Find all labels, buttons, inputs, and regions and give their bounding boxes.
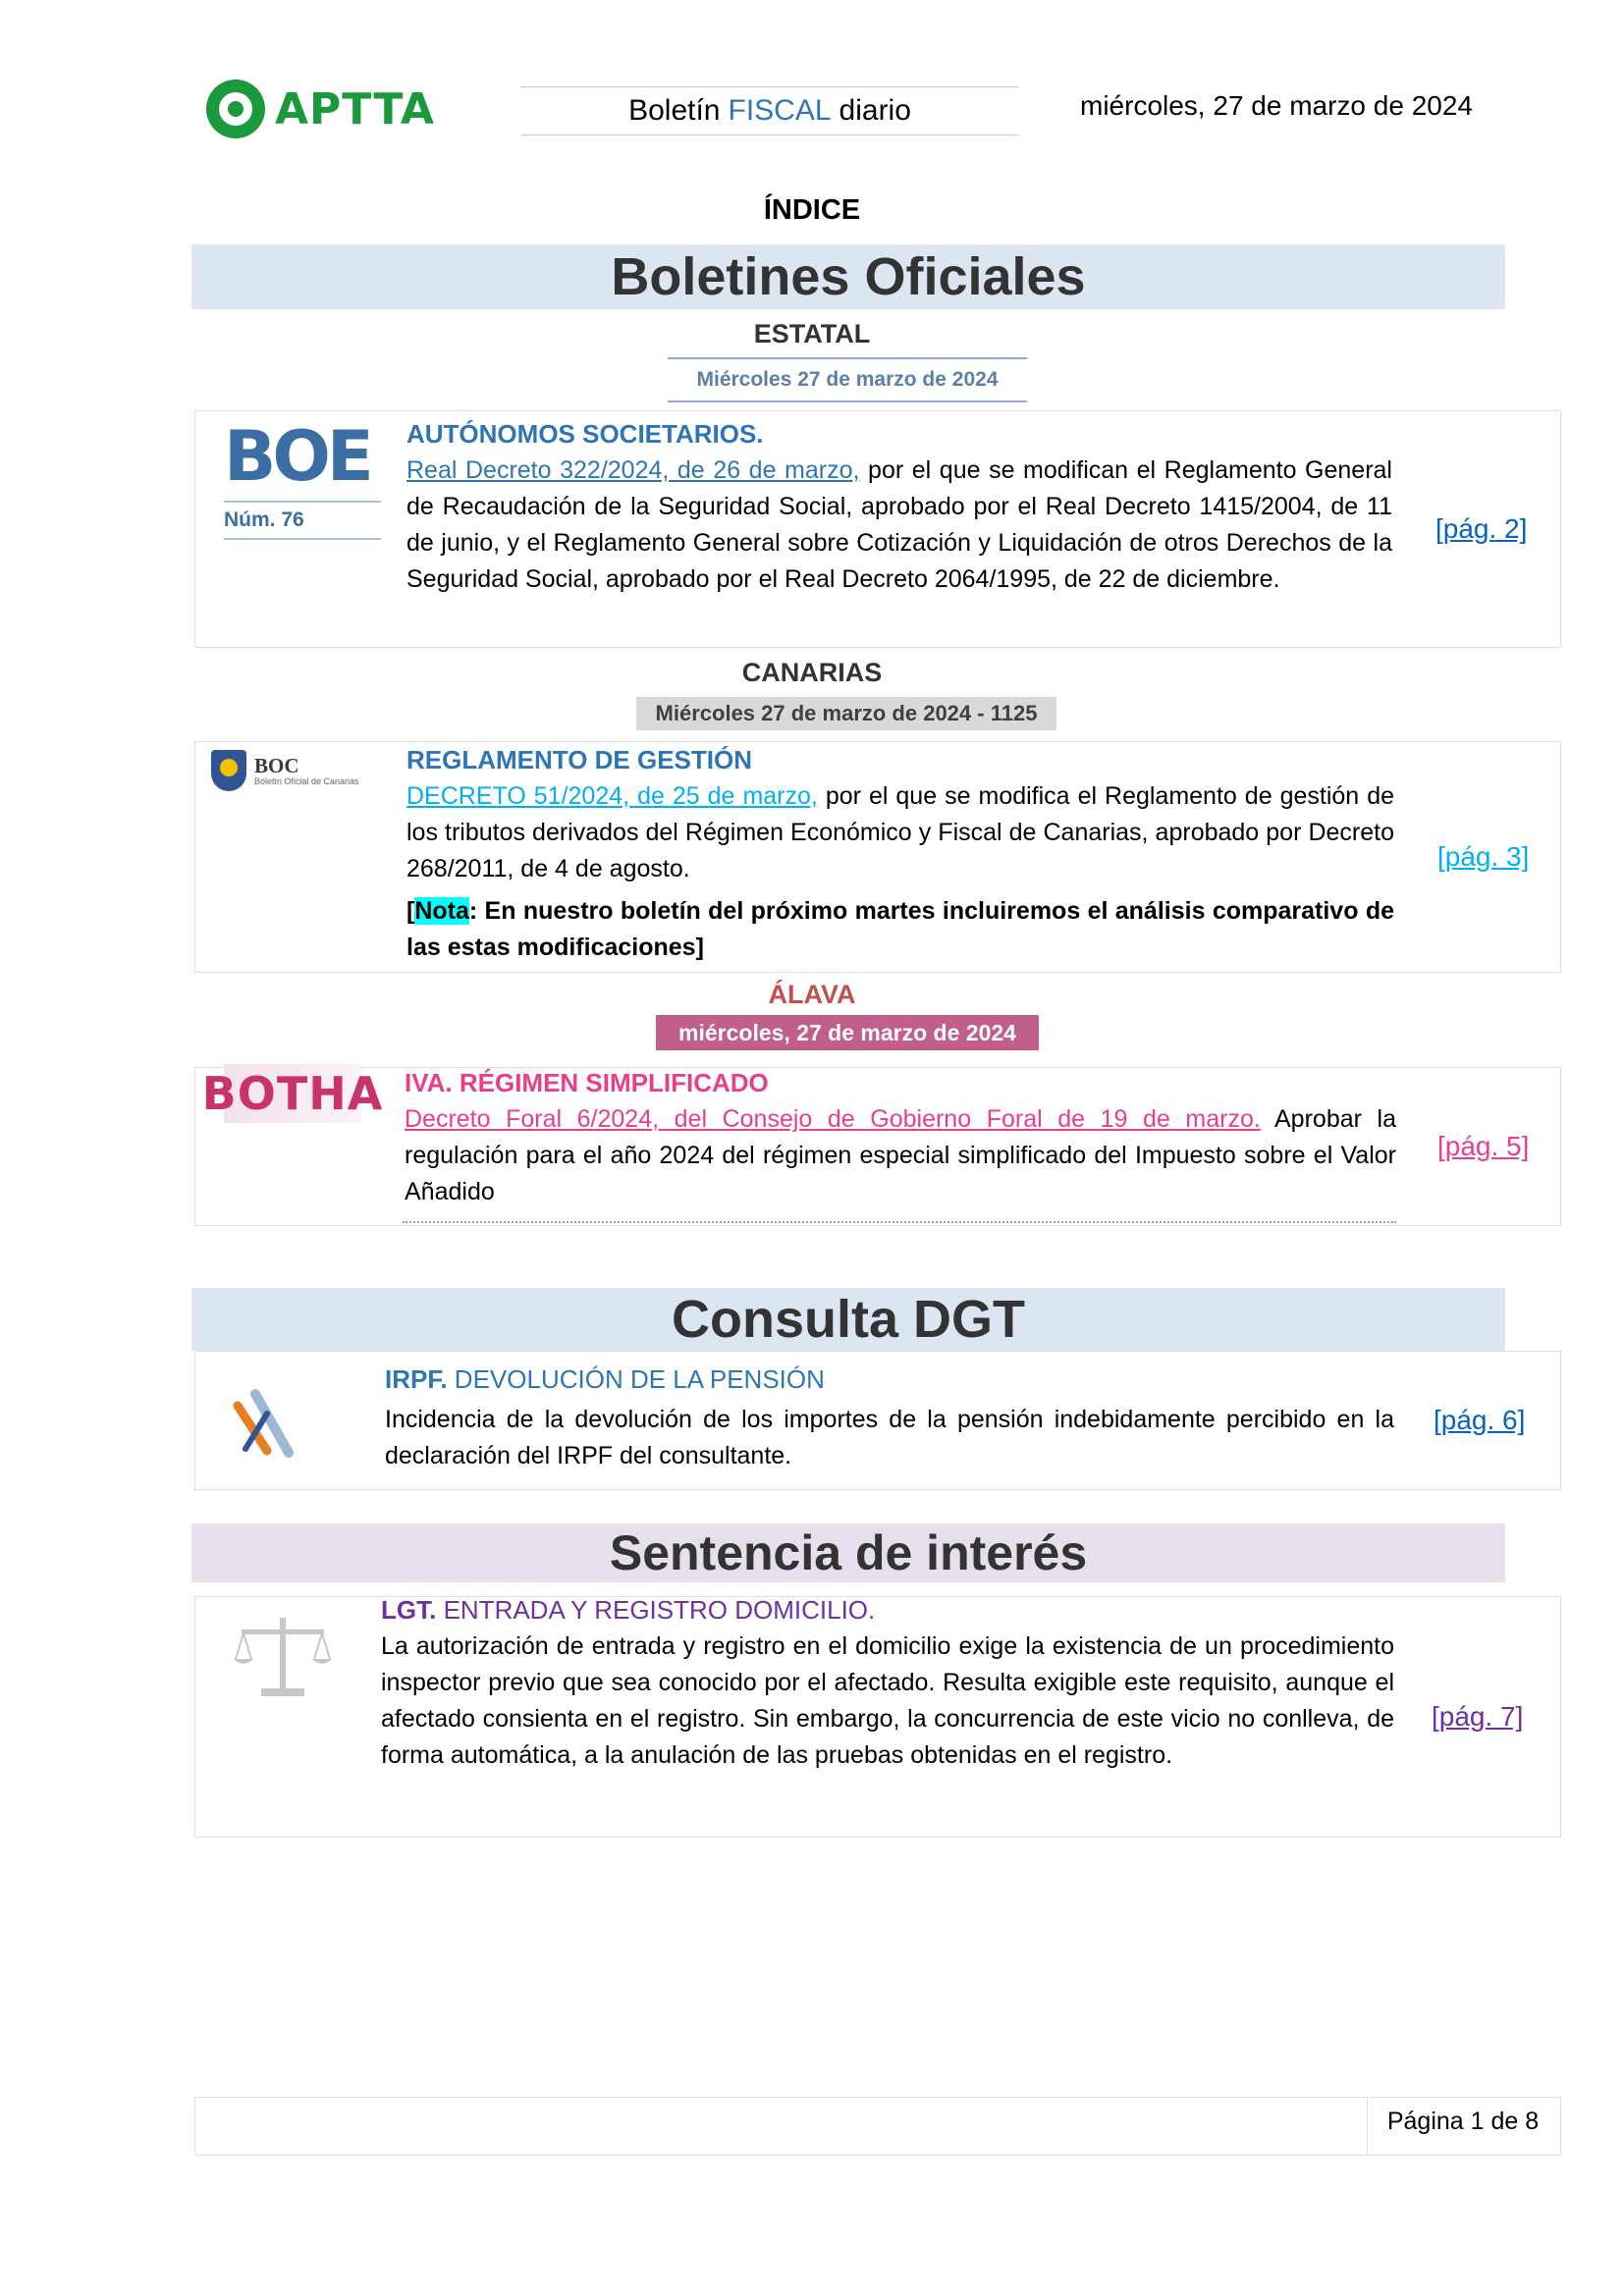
justice-scale-icon xyxy=(234,1610,332,1704)
section-consulta-dgt xyxy=(191,1288,1505,1351)
bulletin-fiscal: FISCAL xyxy=(728,94,832,127)
aeat-icon xyxy=(224,1384,302,1461)
entry-alava xyxy=(405,1065,1396,1210)
index-title: ÍNDICE xyxy=(763,194,861,226)
entry-body: La autorización de entrada y registro en el domicilio exige la existencia de un procedimiento inspector previo que sea conocido por el afectado. Resulta exigible este requisito, aunque el afectado consienta en el registro. Sin embargo, la concurrencia de este vicio no conlleva, de forma automática, a la anulación de las pruebas obtenidas en el registro. xyxy=(381,1632,1394,1769)
boe-letters: BOE xyxy=(224,416,370,497)
aptta-emblem-icon xyxy=(206,80,265,138)
entry-consulta xyxy=(385,1362,1394,1474)
entry-title: REGLAMENTO DE GESTIÓN xyxy=(406,745,752,774)
page-link-3[interactable]: [pág. 3] xyxy=(1437,841,1530,872)
decree-link[interactable]: DECRETO 51/2024, de 25 de marzo, xyxy=(406,782,818,810)
entry-title: IVA. RÉGIMEN SIMPLIFICADO xyxy=(405,1068,769,1097)
title-law: LGT. xyxy=(381,1595,437,1625)
entry-title: AUTÓNOMOS SOCIETARIOS. xyxy=(406,419,764,449)
region-canarias: CANARIAS xyxy=(741,658,883,687)
section-heading: Sentencia de interés xyxy=(609,1525,1088,1580)
page-number: Página 1 de 8 xyxy=(1386,2107,1540,2135)
entry-body: por el que se modifican el Reglamento General de Recaudación de la Seguridad Social, aprobado por el Real Decreto 1415/2004, de 11 de junio, y el Reglamento General sobre Cotización y Liquidación de otros Derechos de la Seguridad Social, aprobado por el Real Decreto 2064/1995, de 22 de diciembre. xyxy=(406,456,1392,593)
page-link-5[interactable]: [pág. 5] xyxy=(1437,1131,1530,1161)
bulletin-suffix: diario xyxy=(839,94,911,127)
footer-box xyxy=(194,2097,1561,2156)
decree-link[interactable]: Decreto Foral 6/2024, del Consejo de Gobierno Foral de 19 de marzo. xyxy=(405,1105,1261,1133)
entry-body: Aprobar la regulación para el año 2024 del régimen especial simplificado del Impuesto sobre el Valor Añadido xyxy=(405,1105,1396,1205)
title-subject: ENTRADA Y REGISTRO DOMICILIO. xyxy=(436,1595,876,1625)
region-alava: ÁLAVA xyxy=(768,980,856,1009)
region-estatal: ESTATAL xyxy=(753,319,871,348)
canarias-shield-icon xyxy=(211,750,246,791)
dotted-divider xyxy=(403,1221,1396,1223)
note-text: : En nuestro boletín del próximo martes incluiremos el análisis comparativo de las estas modificaciones] xyxy=(406,897,1394,961)
entry-body: por el que se modifica el Reglamento de gestión de los tributos derivados del Régimen Económico y Fiscal de Canarias, aprobado por Decreto 268/2011, de 4 de agosto. xyxy=(406,782,1395,882)
page-link-2[interactable]: [pág. 2] xyxy=(1435,513,1528,544)
section-sentencia xyxy=(191,1523,1505,1582)
entry-canarias xyxy=(406,742,1394,966)
entry-body: Incidencia de la devolución de los importes de la pensión indebidamente percibido en la declaración del IRPF del consultante. xyxy=(385,1406,1394,1469)
boe-number: Núm. 76 xyxy=(224,501,381,540)
boe-logo xyxy=(224,416,381,550)
entry-estatal xyxy=(406,416,1392,598)
boc-logo xyxy=(211,746,380,795)
decree-link[interactable]: Real Decreto 322/2024, de 26 de marzo, xyxy=(406,456,860,484)
note-bracket: [ xyxy=(406,897,415,925)
bulletin-prefix: Boletín xyxy=(628,94,721,127)
page-link-7[interactable]: [pág. 7] xyxy=(1432,1701,1524,1732)
botha-logo: BOTHA xyxy=(224,1064,361,1123)
section-boletines-oficiales xyxy=(191,244,1505,309)
aptta-logo xyxy=(206,79,460,139)
entry-sentencia xyxy=(381,1592,1394,1774)
title-subject: DEVOLUCIÓN DE LA PENSIÓN xyxy=(447,1364,825,1394)
note-label: Nota xyxy=(414,897,469,925)
section-heading: Boletines Oficiales xyxy=(611,247,1086,306)
entry-title xyxy=(381,1592,1394,1629)
logo-text: APTTA xyxy=(275,83,435,134)
entry-title xyxy=(385,1362,1394,1398)
entry-note xyxy=(406,893,1394,966)
boc-letters: BOC xyxy=(254,754,299,777)
date-estatal: Miércoles 27 de marzo de 2024 xyxy=(668,357,1027,402)
title-tax: IRPF. xyxy=(385,1364,448,1394)
header-date: miércoles, 27 de marzo de 2024 xyxy=(1080,90,1473,121)
date-canarias: Miércoles 27 de marzo de 2024 - 1125 xyxy=(636,697,1056,730)
page-link-6[interactable]: [pág. 6] xyxy=(1434,1405,1526,1435)
date-alava: miércoles, 27 de marzo de 2024 xyxy=(656,1015,1039,1050)
section-heading: Consulta DGT xyxy=(672,1290,1025,1349)
bulletin-title xyxy=(520,86,1019,135)
boc-subtitle: Boletín Oficial de Canarias xyxy=(254,776,359,786)
